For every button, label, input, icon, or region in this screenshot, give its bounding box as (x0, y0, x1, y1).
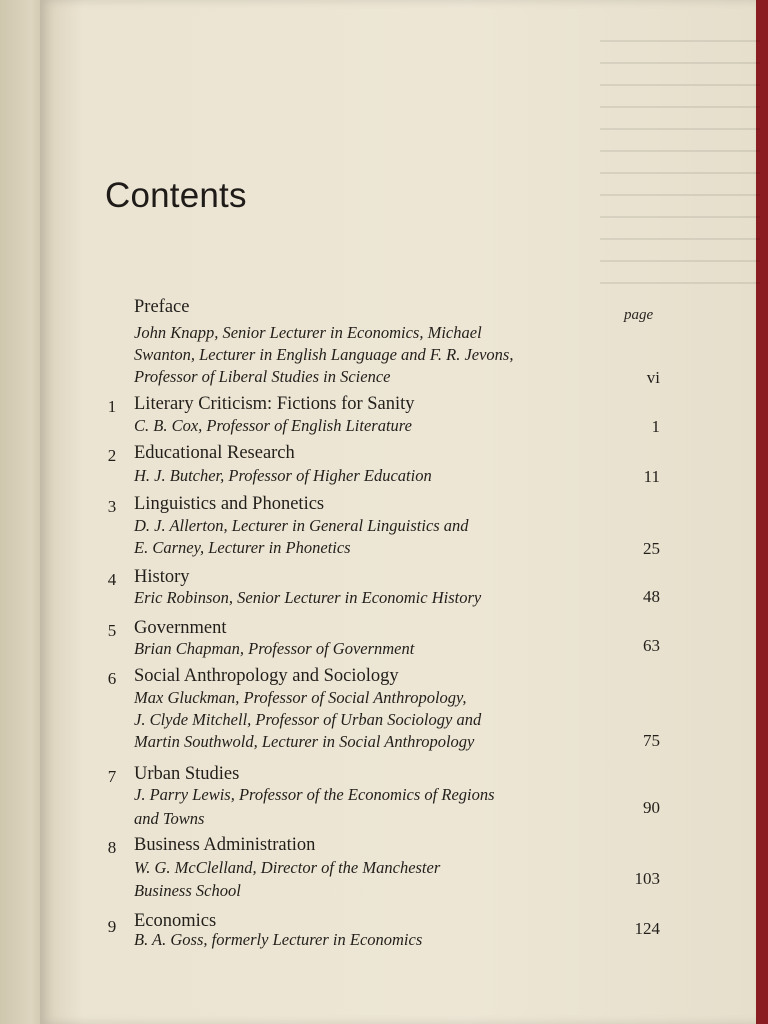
entry-author-line: C. B. Cox, Professor of English Literature (134, 416, 412, 435)
entry-page-number: 75 (643, 731, 660, 750)
entry-author-line: Martin Southwold, Lecturer in Social Anthropology (134, 732, 475, 751)
entry-author-line: D. J. Allerton, Lecturer in General Linguistics and (134, 516, 469, 535)
entry-author-line: Swanton, Lecturer in English Language and F. R. Jevons, (134, 345, 514, 364)
entry-author-line: Brian Chapman, Professor of Government (134, 639, 415, 658)
entry-author-line: J. Parry Lewis, Professor of the Economics of Regions (134, 785, 495, 804)
entry-author-line: John Knapp, Senior Lecturer in Economics, Michael (134, 323, 482, 342)
entry-number: 8 (107, 838, 117, 857)
entry-title: Preface (134, 297, 190, 317)
entry-author-line: Eric Robinson, Senior Lecturer in Economic History (134, 588, 482, 607)
entry-author-line: Business School (134, 881, 241, 900)
entry-page-number: 63 (643, 636, 660, 655)
entry-page-number: 124 (634, 919, 660, 938)
entry-number: 5 (107, 621, 117, 640)
entry-number: 2 (107, 446, 117, 465)
entry-title: History (134, 567, 190, 587)
entry-author-line: Max Gluckman, Professor of Social Anthropology, (134, 688, 467, 707)
entry-title: Social Anthropology and Sociology (134, 666, 399, 686)
entry-page-number: vi (646, 368, 660, 387)
entry-author-line: and Towns (134, 809, 205, 828)
entry-title: Linguistics and Phonetics (134, 494, 325, 514)
page-column-label: page (624, 307, 654, 323)
entry-number: 6 (107, 669, 117, 688)
entry-page-number: 11 (643, 467, 660, 486)
entry-number: 9 (107, 917, 117, 936)
entry-title: Business Administration (134, 835, 316, 855)
entry-title: Literary Criticism: Fictions for Sanity (134, 394, 415, 414)
entry-title: Urban Studies (134, 764, 240, 784)
entry-number: 3 (107, 497, 117, 516)
entry-author-line: E. Carney, Lecturer in Phonetics (134, 538, 351, 557)
entry-page-number: 90 (643, 798, 660, 817)
entry-author-line: W. G. McClelland, Director of the Manchester (134, 858, 441, 877)
entry-author-line: B. A. Goss, formerly Lecturer in Economics (134, 930, 423, 949)
entry-title: Government (134, 618, 227, 638)
entry-author-line: J. Clyde Mitchell, Professor of Urban Sociology and (134, 710, 482, 729)
entry-page-number: 25 (643, 539, 660, 558)
entry-title: Educational Research (134, 443, 295, 463)
entry-author-line: Professor of Liberal Studies in Science (134, 367, 391, 386)
show-through-text (600, 40, 760, 290)
entry-author-line: H. J. Butcher, Professor of Higher Education (134, 466, 432, 485)
entry-page-number: 103 (634, 869, 660, 888)
entry-page-number: 48 (643, 587, 660, 606)
entry-number: 1 (107, 397, 117, 416)
entry-page-number: 1 (651, 417, 660, 436)
entry-number: 7 (107, 767, 117, 786)
entry-number: 4 (107, 570, 117, 589)
page-title: Contents (105, 176, 247, 215)
entry-title: Economics (134, 911, 217, 931)
